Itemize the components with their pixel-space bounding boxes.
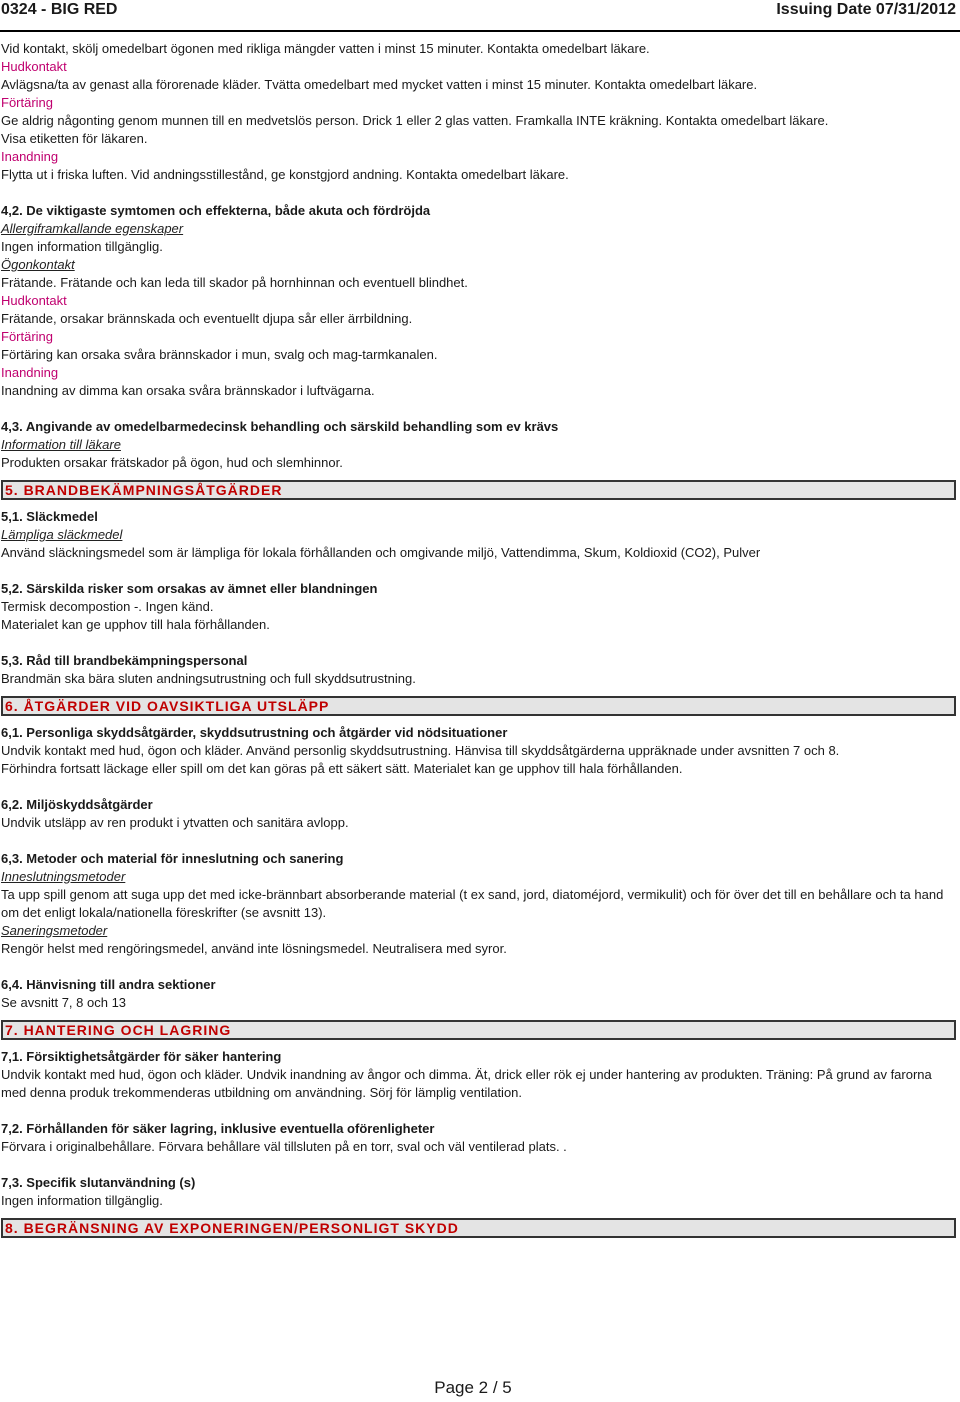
inhalation-text: Flytta ut i friska luften. Vid andningsstillestånd, ge konstgjord andning. Kontakta omedelbart läkare. (1, 167, 569, 182)
eye-contact-effects: Frätande. Frätande och kan leda till skador på hornhinnan och eventuell blindhet. (1, 275, 468, 290)
section-7-1-text: Undvik kontakt med hud, ögon och kläder. Undvik inandning av ångor och dimma. Ät, drick eller rök ej under hantering av produkten. Träning: På grund av farorna med denna produk trekommenderas utbildning om användning. Sörj för lämplig ventilation. (1, 1067, 932, 1100)
skin-contact-label-2: Hudkontakt (1, 293, 67, 308)
allergenic-label: Allergiframkallande egenskaper (1, 221, 184, 236)
section-4-2-heading: 4,2. De viktigaste symtomen och effekterna, både akuta och fördröjda (1, 203, 431, 218)
cleanup-label: Saneringsmetoder (1, 923, 108, 938)
document-body (1, 40, 956, 1246)
section-5-1-heading: 5,1. Släckmedel (1, 509, 98, 524)
section-5-title: 5. BRANDBEKÄMPNINGSÅTGÄRDER (1, 480, 956, 500)
section-5-3-heading: 5,3. Råd till brandbekämpningspersonal (1, 653, 248, 668)
inhalation-label: Inandning (1, 149, 59, 164)
skin-contact-label: Hudkontakt (1, 59, 67, 74)
section-6-4-text: Se avsnitt 7, 8 och 13 (1, 995, 127, 1010)
section-7-1-heading: 7,1. Försiktighetsåtgärder för säker hantering (1, 1049, 282, 1064)
section-6-1-text-2: Förhindra fortsatt läckage eller spill om det kan göras på ett säkert sätt. Materialet kan ge upphov till hala förhållanden. (1, 761, 683, 776)
document-header (0, 0, 960, 32)
section-6-3-heading: 6,3. Metoder och material för inneslutning och sanering (1, 851, 344, 866)
ingestion-label: Förtäring (1, 95, 54, 110)
section-7-3-text: Ingen information tillgänglig. (1, 1193, 163, 1208)
eye-contact-text: Vid kontakt, skölj omedelbart ögonen med rikliga mängder vatten i minst 15 minuter. Kontakta omedelbart läkare. (1, 41, 650, 56)
section-5-2-text-2: Materialet kan ge upphov till hala förhållanden. (1, 617, 270, 632)
ingestion-text-2: Visa etiketten för läkaren. (1, 131, 148, 146)
section-6-2-text: Undvik utsläpp av ren produkt i ytvatten och sanitära avlopp. (1, 815, 349, 830)
issuing-date: Issuing Date 07/31/2012 (776, 1, 956, 18)
ingestion-label-2: Förtäring (1, 329, 54, 344)
section-4-3-heading: 4,3. Angivande av omedelbarmedecinsk behandling och särskild behandling som ev krävs (1, 419, 559, 434)
skin-contact-text: Avlägsna/ta av genast alla förorenade kläder. Tvätta omedelbart med mycket vatten i minst 15 minuter. Kontakta omedelbart läkare. (1, 77, 758, 92)
allergenic-text: Ingen information tillgänglig. (1, 239, 163, 254)
containment-label: Inneslutningsmetoder (1, 869, 126, 884)
section-7-2-heading: 7,2. Förhållanden för säker lagring, inklusive eventuella oförenligheter (1, 1121, 435, 1136)
document-title: 0324 - BIG RED (1, 1, 118, 18)
section-6-1-heading: 6,1. Personliga skyddsåtgärder, skyddsutrustning och åtgärder vid nödsituationer (1, 725, 508, 740)
doctor-info-text: Produkten orsakar frätskador på ögon, hud och slemhinnor. (1, 455, 343, 470)
extinguishing-media-label: Lämpliga släckmedel (1, 527, 123, 542)
containment-text: Ta upp spill genom att suga upp det med icke-brännbart absorberande material (t ex sand, jord, diatoméjord, vermikulit) och för över det till en behållare och ta hand om det enligt lokala/nationella föreskrifter (se avsnitt 13). (1, 887, 944, 920)
section-5-2-text-1: Termisk decompostion -. Ingen känd. (1, 599, 214, 614)
cleanup-text: Rengör helst med rengöringsmedel, använd inte lösningsmedel. Neutralisera med syror. (1, 941, 507, 956)
section-6-title: 6. ÅTGÄRDER VID OAVSIKTLIGA UTSLÄPP (1, 696, 956, 716)
section-6-4-heading: 6,4. Hänvisning till andra sektioner (1, 977, 216, 992)
page-number: Page 2 / 5 (434, 1378, 512, 1397)
section-5-2-heading: 5,2. Särskilda risker som orsakas av ämnet eller blandningen (1, 581, 378, 596)
section-5-3-text: Brandmän ska bära sluten andningsutrustning och full skyddsutrustning. (1, 671, 416, 686)
extinguishing-media-text: Använd släckningsmedel som är lämpliga för lokala förhållanden och omgivande miljö, Vattendimma, Skum, Koldioxid (CO2), Pulver (1, 545, 761, 560)
ingestion-effects: Förtäring kan orsaka svåra brännskador i mun, svalg och mag-tarmkanalen. (1, 347, 438, 362)
section-7-3-heading: 7,3. Specifik slutanvändning (s) (1, 1175, 196, 1190)
section-6-1-text-1: Undvik kontakt med hud, ögon och kläder. Använd personlig skyddsutrustning. Hänvisa till skyddsåtgärderna uppräknade under avsnitten 7 och 8. (1, 743, 840, 758)
section-6-2-heading: 6,2. Miljöskyddsåtgärder (1, 797, 153, 812)
skin-contact-effects: Frätande, orsakar brännskada och eventuellt djupa sår eller ärrbildning. (1, 311, 413, 326)
section-8-title: 8. BEGRÄNSNING AV EXPONERINGEN/PERSONLIGT SKYDD (1, 1218, 956, 1238)
section-7-title: 7. HANTERING OCH LAGRING (1, 1020, 956, 1040)
section-7-2-text: Förvara i originalbehållare. Förvara behållare väl tillsluten på en torr, sval och väl ventilerad plats. . (1, 1139, 567, 1154)
doctor-info-label: Information till läkare (1, 437, 121, 452)
inhalation-effects: Inandning av dimma kan orsaka svåra brännskador i luftvägarna. (1, 383, 375, 398)
ingestion-text-1: Ge aldrig någonting genom munnen till en medvetslös person. Drick 1 eller 2 glas vatten. Framkalla INTE kräkning. Kontakta omedelbart läkare. (1, 113, 829, 128)
eye-contact-label: Ögonkontakt (1, 257, 75, 272)
inhalation-label-2: Inandning (1, 365, 59, 380)
